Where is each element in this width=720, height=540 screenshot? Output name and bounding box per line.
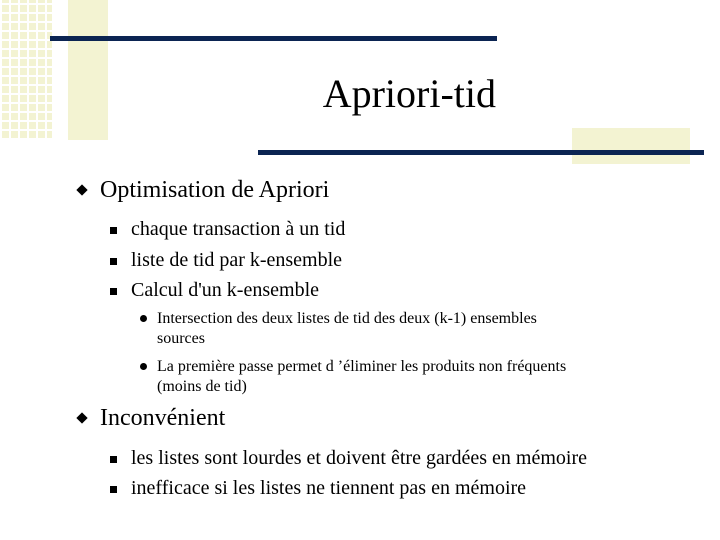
list-item: inefficace si les listes ne tiennent pas en mémoire bbox=[131, 477, 527, 499]
sub-item-line: (moins de tid) bbox=[157, 378, 247, 395]
diamond-bullet-icon bbox=[76, 412, 87, 423]
list-item: chaque transaction à un tid bbox=[131, 218, 346, 240]
title-rule-bottom bbox=[258, 150, 704, 155]
diamond-bullet-icon bbox=[76, 184, 87, 195]
section-heading-inconvenient: Inconvénient bbox=[100, 405, 226, 431]
list-item: les listes sont lourdes et doivent être gardées en mémoire bbox=[131, 447, 587, 469]
sub-item-line: sources bbox=[157, 330, 205, 347]
square-bullet-icon bbox=[110, 227, 117, 234]
round-bullet-icon bbox=[140, 315, 147, 322]
square-bullet-icon bbox=[110, 456, 117, 463]
square-bullet-icon bbox=[110, 258, 117, 265]
square-bullet-icon bbox=[110, 486, 117, 493]
square-bullet-icon bbox=[110, 288, 117, 295]
decorative-grid-pattern bbox=[0, 0, 52, 140]
round-bullet-icon bbox=[140, 363, 147, 370]
sub-item-line: La première passe permet d ’éliminer les produits non fréquents bbox=[157, 358, 567, 375]
list-item: liste de tid par k-ensemble bbox=[131, 249, 343, 271]
section-heading-optimisation: Optimisation de Apriori bbox=[100, 177, 330, 203]
slide-title: Apriori-tid bbox=[322, 71, 496, 116]
decorative-block-left bbox=[68, 0, 108, 140]
title-rule-top bbox=[50, 36, 497, 41]
decorative-block-right bbox=[572, 128, 690, 164]
sub-item-line: Intersection des deux listes de tid des deux (k-1) ensembles bbox=[157, 310, 537, 327]
list-item: Calcul d'un k-ensemble bbox=[131, 279, 319, 301]
